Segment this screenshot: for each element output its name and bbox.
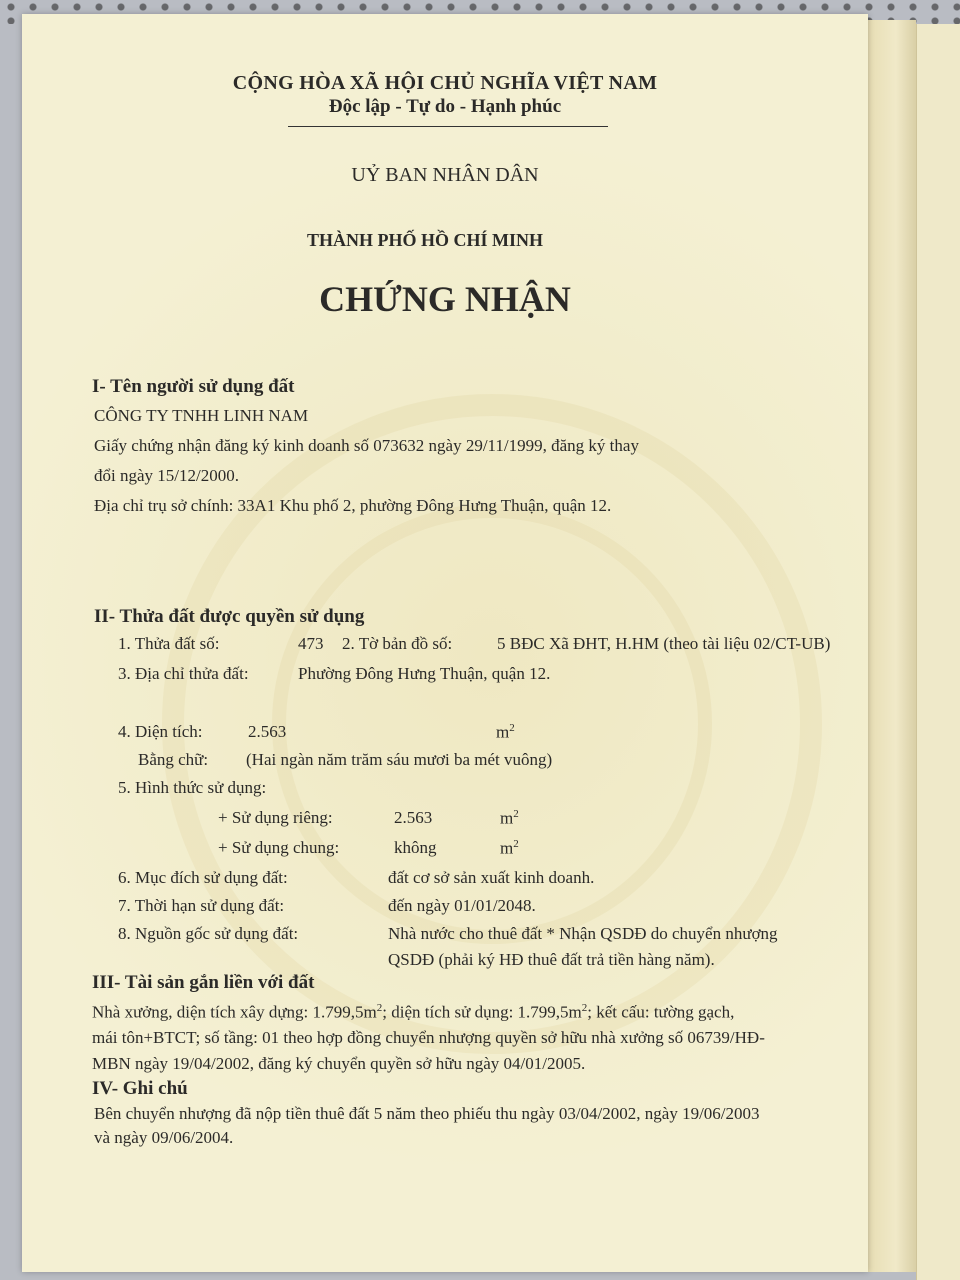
head-office-address: Địa chỉ trụ sở chính: 33A1 Khu phố 2, phường Đông Hưng Thuận, quận 12.: [94, 496, 612, 515]
parcel-number-value: 473: [298, 634, 324, 653]
motto-underline: [288, 126, 608, 127]
notes-line1: Bên chuyển nhượng đã nộp tiền thuê đất 5 năm theo phiếu thu ngày 03/04/2002, ngày 19/06/2003: [94, 1104, 760, 1123]
parcel-number-label: 1. Thửa đất số:: [118, 634, 220, 653]
land-purpose-value: đất cơ sở sản xuất kinh doanh.: [388, 868, 595, 887]
city-name: THÀNH PHỐ HỒ CHÍ MINH: [306, 230, 543, 250]
map-sheet-label: 2. Tờ bản đồ số:: [342, 634, 453, 653]
next-page-edge: [916, 24, 960, 1280]
assets-line2: mái tôn+BTCT; số tầng: 01 theo hợp đồng chuyển nhượng quyền sở hữu nhà xưởng số 06739/HĐ-: [92, 1028, 765, 1047]
assets-line3: MBN ngày 19/04/2002, đăng ký chuyển quyền sở hữu ngày 04/01/2005.: [92, 1054, 586, 1073]
section4-heading: IV- Ghi chú: [92, 1078, 188, 1099]
area-label: 4. Diện tích:: [118, 722, 203, 741]
company-name: CÔNG TY TNHH LINH NAM: [94, 406, 309, 425]
shared-use-unit: $m^2$: [500, 838, 519, 858]
business-license-line2: đổi ngày 15/12/2000.: [94, 466, 239, 485]
area-unit: $m^2$: [496, 722, 515, 742]
shared-use-label: + Sử dụng chung:: [218, 838, 340, 857]
shared-use-value: không: [394, 838, 437, 857]
assets-line1: Nhà xưởng, diện tích xây dựng: $1.799,5m^2$; diện tích sử dụng: $1.799,5m^2$; kết cấu: tường gạch,: [92, 1002, 735, 1022]
area-value: 2.563: [248, 722, 287, 741]
document-title: CHỨNG NHẬN: [319, 279, 571, 319]
national-motto: Độc lập - Tự do - Hạnh phúc: [328, 96, 562, 117]
certificate-page: [22, 14, 868, 1272]
booklet-spine: [866, 20, 916, 1272]
section3-heading: III- Tài sản gắn liền với đất: [92, 972, 315, 993]
parcel-address-value: Phường Đông Hưng Thuận, quận 12.: [298, 664, 551, 683]
land-origin-label: 8. Nguồn gốc sử dụng đất:: [118, 924, 299, 943]
authority-name: UỶ BAN NHÂN DÂN: [351, 164, 539, 186]
usage-form-label: 5. Hình thức sử dụng:: [118, 778, 267, 797]
business-license-line1: Giấy chứng nhận đăng ký kinh doanh số 073632 ngày 29/11/1999, đăng ký thay: [94, 436, 639, 455]
country-name: CỘNG HÒA XÃ HỘI CHỦ NGHĨA VIỆT NAM: [232, 72, 658, 94]
land-origin-value-line1: Nhà nước cho thuê đất * Nhận QSDĐ do chuyển nhượng: [388, 924, 778, 943]
private-use-value: 2.563: [394, 808, 433, 827]
usage-term-value: đến ngày 01/01/2048.: [388, 896, 536, 915]
land-origin-value-line2: QSDĐ (phải ký HĐ thuê đất trả tiền hàng năm).: [388, 950, 715, 969]
area-in-words-label: Bằng chữ:: [138, 750, 209, 769]
area-in-words-value: (Hai ngàn năm trăm sáu mươi ba mét vuông): [246, 750, 553, 769]
land-purpose-label: 6. Mục đích sử dụng đất:: [118, 868, 288, 887]
usage-term-label: 7. Thời hạn sử dụng đất:: [118, 896, 285, 915]
section2-heading: II- Thửa đất được quyền sử dụng: [94, 606, 365, 627]
private-use-label: + Sử dụng riêng:: [218, 808, 333, 827]
section1-heading: I- Tên người sử dụng đất: [92, 376, 295, 397]
map-sheet-value: 5 BĐC Xã ĐHT, H.HM (theo tài liệu 02/CT-UB): [497, 634, 831, 653]
private-use-unit: $m^2$: [500, 808, 519, 828]
parcel-address-label: 3. Địa chỉ thửa đất:: [118, 664, 249, 683]
notes-line2: và ngày 09/06/2004.: [94, 1128, 234, 1147]
